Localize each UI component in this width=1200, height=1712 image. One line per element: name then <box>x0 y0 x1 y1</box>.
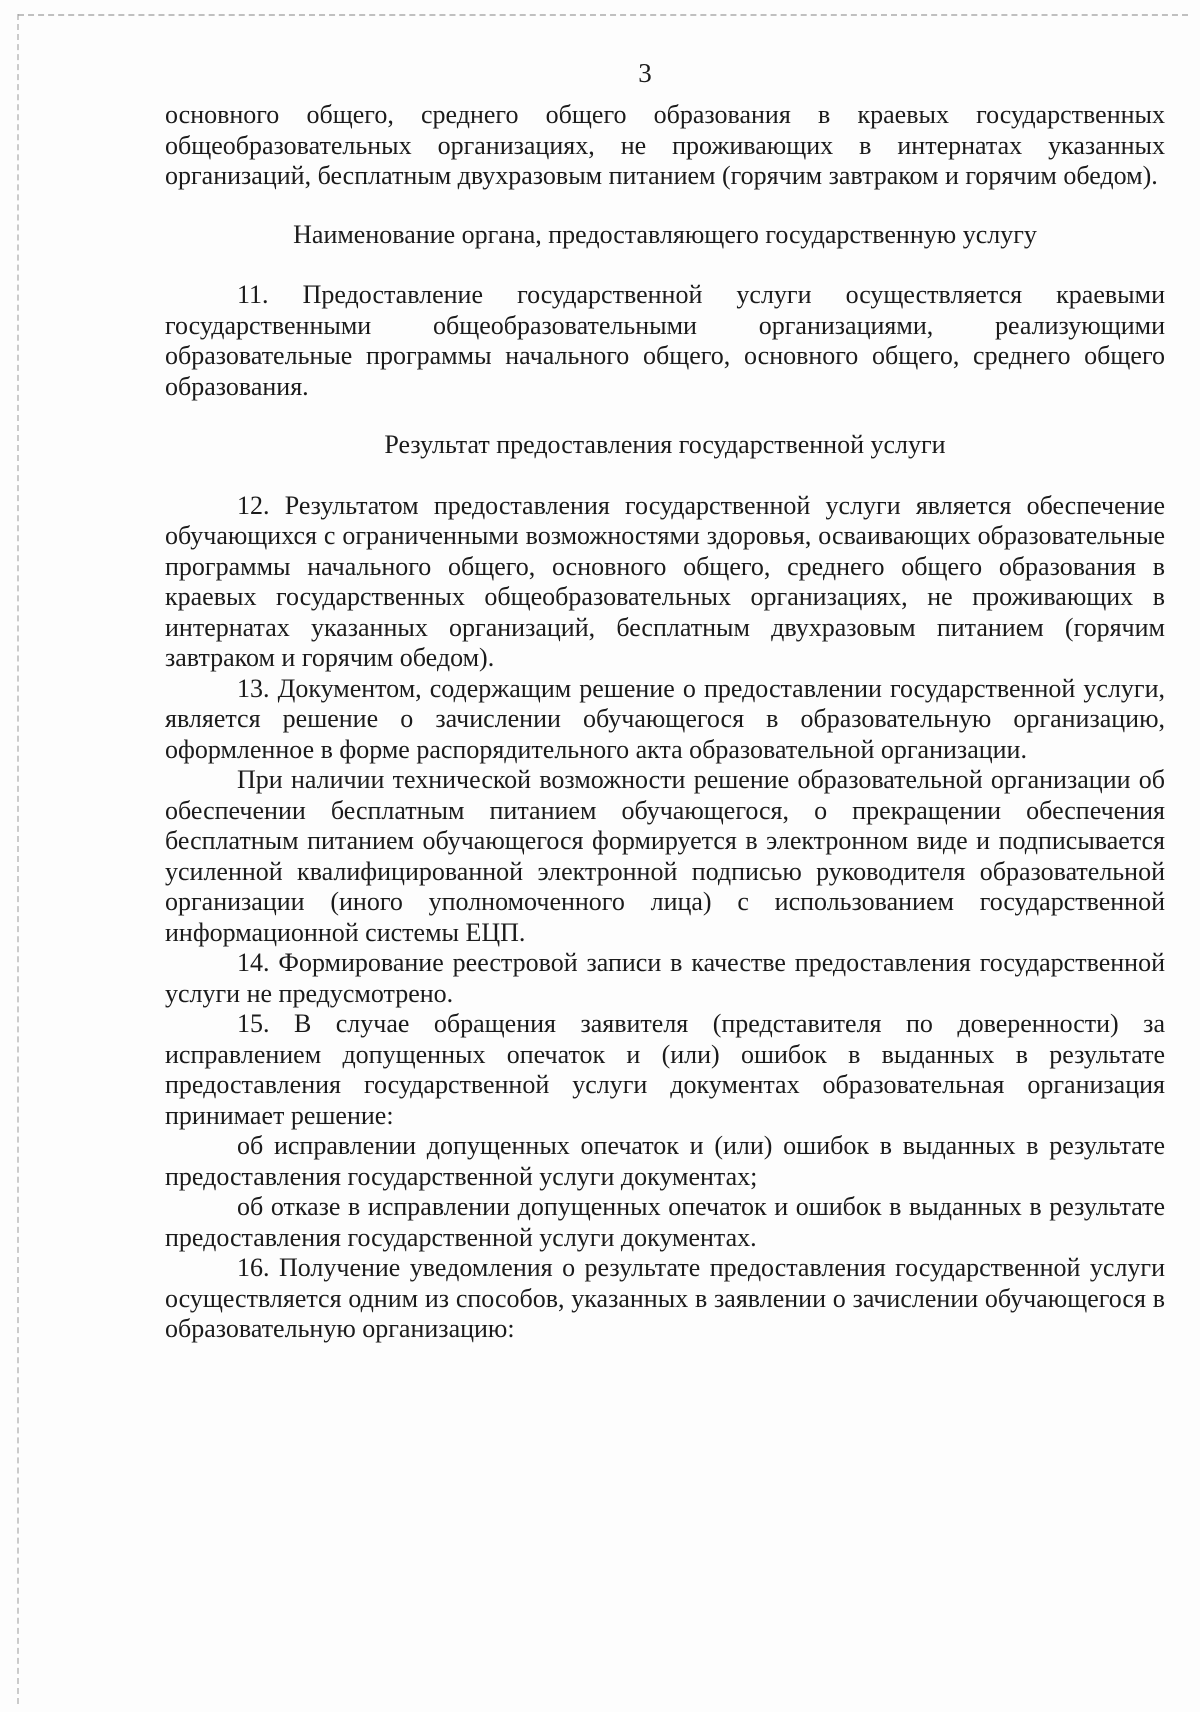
paragraph-11: 11. Предоставление государственной услуги осуществляется краевыми государственными общеобразовательными организациями, реализующими образовательные программы начального общего, основного общего, среднего общего образования. <box>165 280 1165 401</box>
document-body <box>165 100 1165 1345</box>
paragraph-15: 15. В случае обращения заявителя (представителя по доверенности) за исправлением допущенных опечаток и (или) ошибок в выданных в результате предоставления государственной услуги документах образовательная организация принимает решение: <box>165 1009 1165 1130</box>
scan-border-top <box>18 14 1188 16</box>
paragraph-12: 12. Результатом предоставления государственной услуги является обеспечение обучающихся с ограниченными возможностями здоровья, осваивающих образовательные программы начального общего, основного общего, среднего общего образования в краевых государственных общеобразовательных организациях, не проживающих в интернатах указанных организаций, бесплатным двухразовым питанием (горячим завтраком и горячим обедом). <box>165 490 1165 672</box>
paragraph-15-option-refuse: об отказе в исправлении допущенных опечаток и ошибок в выданных в результате предоставления государственной услуги документах. <box>165 1192 1165 1252</box>
section-heading-authority: Наименование органа, предоставляющего государственную услугу <box>293 219 1037 249</box>
paragraph-15-option-correct: об исправлении допущенных опечаток и (или) ошибок в выданных в результате предоставления государственной услуги документах; <box>165 1131 1165 1191</box>
paragraph-14: 14. Формирование реестровой записи в качестве предоставления государственной услуги не предусмотрено. <box>165 948 1165 1008</box>
paragraph-continuation: основного общего, среднего общего образования в краевых государственных общеобразовательных организациях, не проживающих в интернатах указанных организаций, бесплатным двухразовым питанием (горячим завтраком и горячим обедом). <box>165 100 1165 190</box>
paragraph-13: 13. Документом, содержащим решение о предоставлении государственной услуги, является решение о зачислении обучающегося в образовательную организацию, оформленное в форме распорядительного акта образовательной организации. <box>165 673 1165 764</box>
section-heading-result: Результат предоставления государственной услуги <box>384 430 946 459</box>
paragraph-16: 16. Получение уведомления о результате предоставления государственной услуги осуществляется одним из способов, указанных в заявлении о зачислении обучающегося в образовательную организацию: <box>165 1253 1165 1343</box>
paragraph-13-electronic: При наличии технической возможности решение образовательной организации об обеспечении бесплатным питанием обучающегося, о прекращении обеспечения бесплатным питанием обучающегося формируется в электронном виде и подписывается усиленной квалифицированной электронной подписью руководителя образовательной организации (иного уполномоченного лица) с использованием государственной информационной системы ЕЦП. <box>165 765 1165 947</box>
page-number: 3 <box>638 58 652 88</box>
scan-border-left <box>17 14 19 1704</box>
